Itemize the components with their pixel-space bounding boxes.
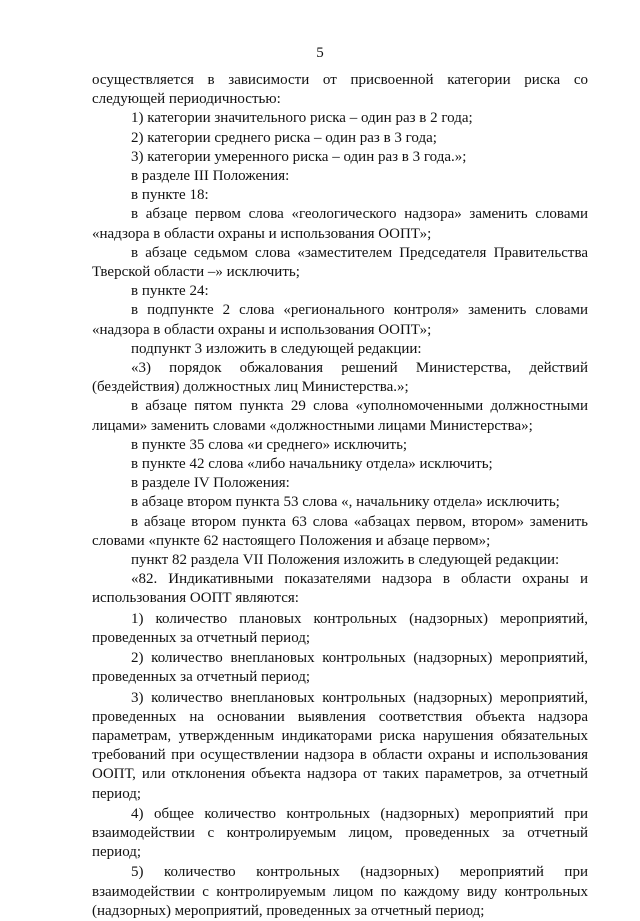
paragraph: 4) общее количество контрольных (надзорных) мероприятий при взаимодействии с контролируемым лицом, проведенных за отчетный период; <box>92 805 588 861</box>
paragraph: в абзаце первом слова «геологического надзора» заменить словами «надзора в области охраны и использования ООПТ»; <box>92 206 588 242</box>
paragraph: пункт 82 раздела VII Положения изложить в следующей редакции: <box>131 552 560 569</box>
paragraph: в разделе IV Положения: <box>131 475 290 492</box>
paragraph: 2) категории среднего риска – один раз в 3 года; <box>131 129 437 146</box>
paragraph: 3) категории умеренного риска – один раз в 3 года.»; <box>131 148 467 165</box>
paragraph: в пункте 24: <box>131 283 209 300</box>
paragraph: подпункт 3 изложить в следующей редакции: <box>131 340 422 357</box>
paragraph: 2) количество внеплановых контрольных (надзорных) мероприятий, проведенных за отчетный период; <box>92 650 588 686</box>
paragraph: «82. Индикативными показателями надзора в области охраны и использования ООПТ являются: <box>92 571 588 607</box>
page-number: 5 <box>316 45 324 61</box>
paragraph: осуществляется в зависимости от присвоенной категории риска со следующей периодичностью: <box>92 72 588 108</box>
paragraph: 1) количество плановых контрольных (надзорных) мероприятий, проведенных за отчетный период; <box>92 610 588 646</box>
paragraph: в пункте 18: <box>131 187 209 204</box>
paragraph: 5) количество контрольных (надзорных) мероприятий при взаимодействии с контролируемым лицом по каждому виду контрольных (надзорных) мероприятий, проведенных за отчетный период; <box>92 864 588 919</box>
paragraph: в абзаце пятом пункта 29 слова «уполномоченными должностными лицами» заменить словами «должностными лицами Министерства»; <box>92 398 588 434</box>
paragraph: в разделе III Положения: <box>131 168 290 185</box>
paragraph: в абзаце втором пункта 63 слова «абзацах первом, втором» заменить словами «пункте 62 настоящего Положения и абзаце первом»; <box>92 513 588 549</box>
paragraph: 3) количество внеплановых контрольных (надзорных) мероприятий, проведенных на основании выявления соответствия объекта надзора параметрам, утвержденным индикаторами риска нарушения обязательных требований при осуществлении надзора в области охраны и использования ООПТ, или отклонения объекта надзора от таких параметров, за отчетный период; <box>92 689 588 802</box>
paragraph: в пункте 42 слова «либо начальнику отдела» исключить; <box>131 456 493 473</box>
paragraph: в пункте 35 слова «и среднего» исключить; <box>131 436 408 453</box>
paragraph: в абзаце втором пункта 53 слова «, начальнику отдела» исключить; <box>131 494 560 511</box>
document-body <box>92 71 588 921</box>
paragraph: в подпункте 2 слова «регионального контроля» заменить словами «надзора в области охраны и использования ООПТ»; <box>92 302 588 338</box>
paragraph: 1) категории значительного риска – один раз в 2 года; <box>131 110 473 127</box>
paragraph: «3) порядок обжалования решений Министерства, действий (бездействия) должностных лиц Министерства.»; <box>92 360 588 396</box>
paragraph: в абзаце седьмом слова «заместителем Председателя Правительства Тверской области –» исключить; <box>92 244 588 281</box>
